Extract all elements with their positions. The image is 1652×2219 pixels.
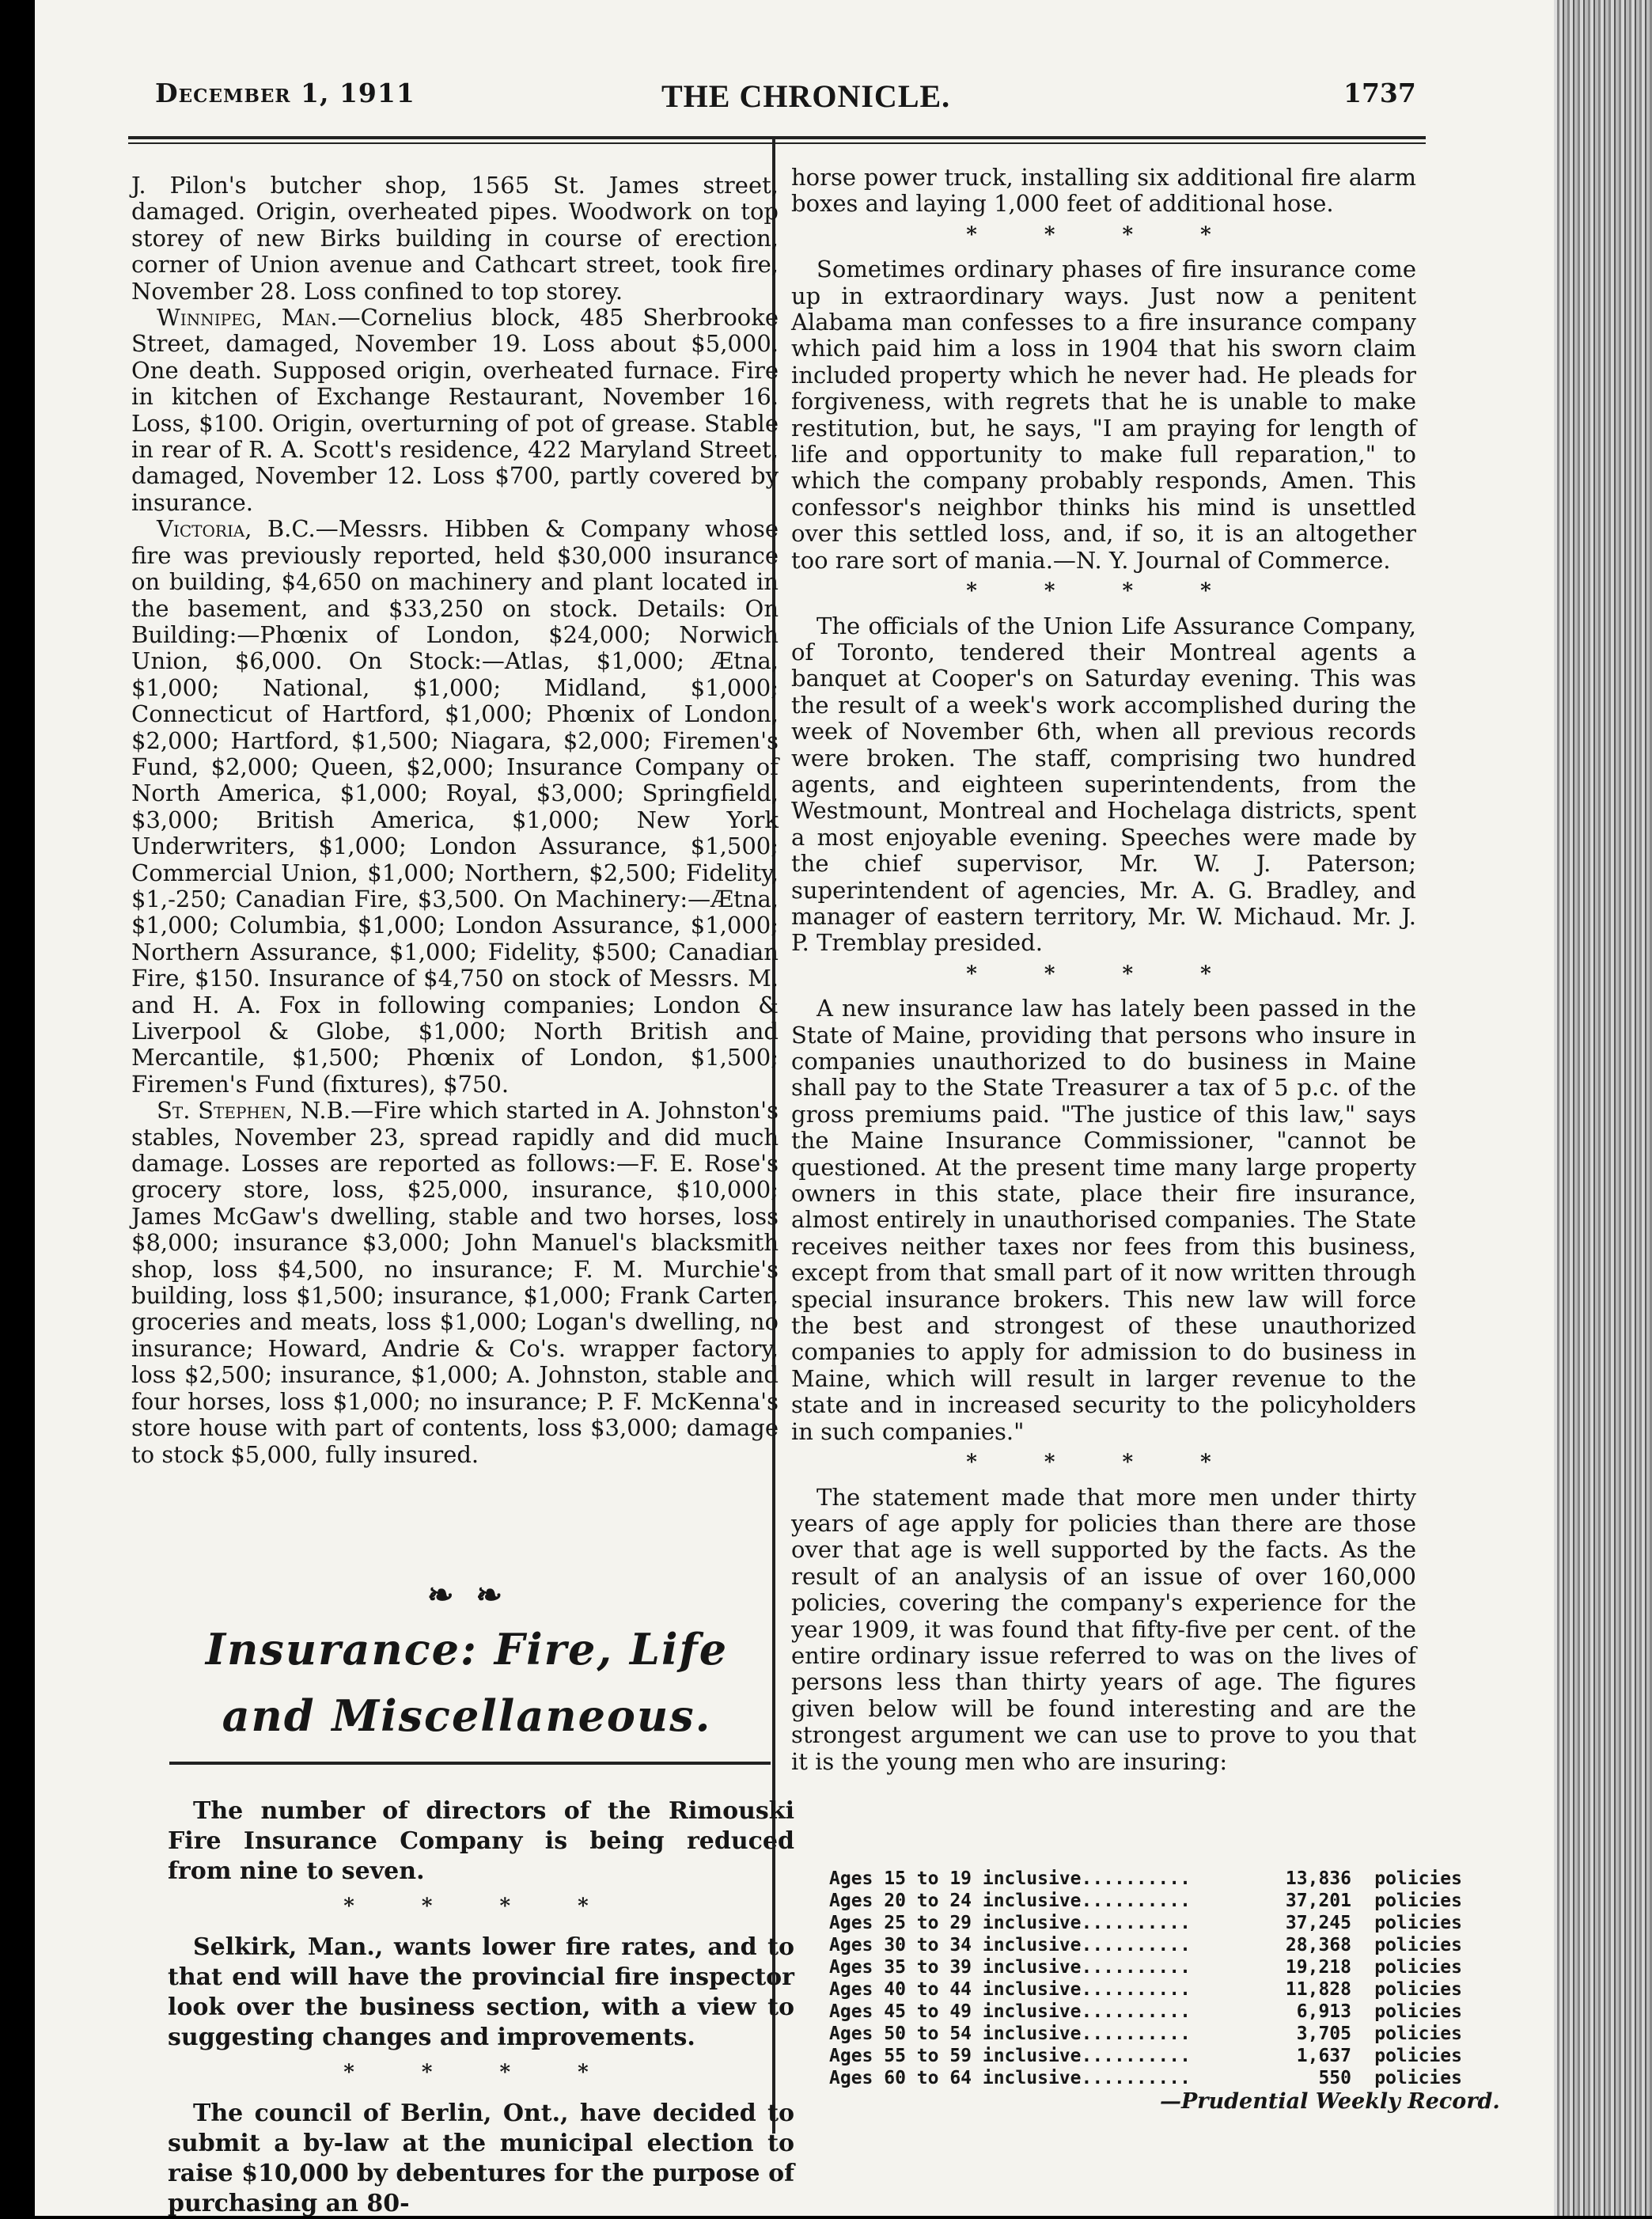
age-range: Ages 50 to 54 inclusive.......... — [829, 2024, 1191, 2044]
policy-count: 3,705 — [1296, 2024, 1351, 2044]
ornament-icon: ❧❧ — [427, 1576, 525, 1614]
paragraph: horse power truck, installing six additional fire alarm boxes and laying 1,000 feet of additional hose. — [791, 164, 1416, 218]
place-name: Victoria, B.C. — [157, 515, 316, 543]
paragraph — [131, 305, 779, 516]
age-range: Ages 20 to 24 inclusive.......... — [829, 1891, 1191, 1911]
paragraph: The number of directors of the Rimouski Fire Insurance Company is being reduced from nine to seven. — [168, 1797, 794, 1885]
policy-count: 13,836 — [1285, 1868, 1351, 1889]
policy-count: 550 — [1318, 2068, 1351, 2088]
header-date: December 1, 1911 — [155, 78, 415, 108]
policy-count: 6,913 — [1296, 2001, 1351, 2022]
policy-count: 19,218 — [1285, 1957, 1351, 1978]
age-range: Ages 30 to 34 inclusive.......... — [829, 1935, 1191, 1955]
unit: policies — [1374, 2046, 1462, 2066]
header-rule-top — [128, 136, 1426, 139]
right-column — [791, 165, 1416, 1775]
separator: * * * * — [966, 1451, 1241, 1475]
table-row — [829, 1890, 1462, 1912]
separator: * * * * — [343, 1895, 619, 1918]
paragraph: The statement made that more men under thirty years of age apply for policies than there are those over that age is well supported by the facts. As the result of an analysis of an issue of over 160,000 policies, covering the company's experience for the year 1909, it was found that fifty-five per cent. of the entire ordinary issue referred to was on the lives of persons less than thirty years of age. The figures given below will be found interesting and are the strongest argument we can use to prove to you that it is the young men who are insuring: — [791, 1483, 1416, 1775]
table-row — [829, 1978, 1462, 2001]
table-row — [829, 1912, 1462, 1934]
section-heading: Insurance: Fire, Life and Miscellaneous. — [205, 1624, 729, 1741]
unit: policies — [1374, 2024, 1462, 2044]
paragraph: J. Pilon's butcher shop, 1565 St. James street, damaged. Origin, overheated pipes. Woodwork on top storey of new Birks building in course of erection, corner of Union avenue and Cathcart street, took fire, November 28. Loss confined to top storey. — [131, 172, 779, 305]
unit: policies — [1374, 1979, 1462, 2000]
table-row — [829, 2067, 1462, 2089]
section-rule — [169, 1762, 771, 1765]
header-rule-bottom — [128, 142, 1426, 144]
policy-count: 1,637 — [1296, 2046, 1351, 2066]
separator: * * * * — [966, 222, 1241, 247]
table-row — [829, 2045, 1462, 2067]
separator: * * * * — [966, 579, 1241, 604]
age-range: Ages 40 to 44 inclusive.......... — [829, 1979, 1191, 2000]
paragraph: A new insurance law has lately been passed in the State of Maine, providing that persons who insure in companies unauthorized to do business in Maine shall pay to the State Treasurer a tax of 5 p.c. of the gross premiums paid. "The justice of this law," says the Maine Insurance Commissioner, "cannot be questioned. At the present time many large property owners in this state, place their fire insurance, almost entirely in unauthorised companies. The State receives neither taxes nor fees from this business, except from that small part of it now written through special insurance brokers. This new law will force the best and strongest of these unauthorized companies to apply for admission to do business in Maine, which will result in larger revenue to the state and in increased security to the policyholders in such companies." — [791, 995, 1416, 1445]
page-edges — [1557, 0, 1652, 2216]
paragraph: Sometimes ordinary phases of fire insurance come up in extraordinary ways. Just now a penitent Alabama man confesses to a fire insurance company which paid him a loss in 1904 that his sworn claim included property which he never had. He pleads for forgiveness, with regrets that he is unable to make restitution, but, he says, "I am praying for length of life and opportunity to make full reparation," to which the company probably responds, Amen. This confessor's neighbor thinks his mind is unsettled over this settled loss, and, if so, it is an altogether too rare sort of mania.—N. Y. Journal of Commerce. — [791, 256, 1416, 574]
age-range: Ages 45 to 49 inclusive.......... — [829, 2001, 1191, 2022]
source-credit: —Prudential Weekly Record. — [1160, 2089, 1500, 2114]
place-name: Winnipeg, Man. — [157, 304, 338, 332]
unit: policies — [1374, 1891, 1462, 1911]
policy-count: 28,368 — [1285, 1935, 1351, 1955]
paragraph — [131, 1098, 779, 1468]
table-row — [829, 1868, 1462, 1890]
age-range: Ages 15 to 19 inclusive.......... — [829, 1868, 1191, 1889]
unit: policies — [1374, 2068, 1462, 2088]
left-column-news — [131, 173, 779, 1468]
age-range: Ages 35 to 39 inclusive.......... — [829, 1957, 1191, 1978]
page-number: 1737 — [1343, 78, 1416, 108]
paragraph: Selkirk, Man., wants lower fire rates, and to that end will have the provincial fire inspector look over the business section, with a view to suggesting changes and improvements. — [168, 1933, 794, 2051]
table-row — [829, 2001, 1462, 2023]
age-range: Ages 55 to 59 inclusive.......... — [829, 2046, 1191, 2066]
unit: policies — [1374, 1957, 1462, 1978]
paragraph-text: —Cornelius block, 485 Sherbrooke Street, damaged, November 19. Loss about $5,000. One death. Supposed origin, overheated furnace. Fire in kitchen of Exchange Restaurant, November 16. Loss, $100. Origin, overturning of pot of grease. Stable in rear of R. A. Scott's residence, 422 Maryland Street, damaged, November 12. Loss $700, partly covered by insurance. — [131, 304, 779, 516]
policy-count: 11,828 — [1285, 1979, 1351, 2000]
table-row — [829, 2023, 1462, 2045]
paragraph-text: —Fire which started in A. Johnston's stables, November 23, spread rapidly and did much damage. Losses are reported as follows:—F. E. Rose's grocery store, loss, $25,000, insurance, $10,000; James McGaw's dwelling, stable and two horses, loss $8,000; insurance $3,000; John Manuel's blacksmith shop, loss $4,500, no insurance; F. M. Murchie's building, loss $1,500; insurance, $1,000; Frank Carter, groceries and meats, loss $1,000; Logan's dwelling, no insurance; Howard, Andrie & Co's. wrapper factory, loss $2,500; insurance, $1,000; A. Johnston, stable and four horses, loss $1,000; no insurance; P. F. McKenna's store house with part of contents, loss $3,000; damage to stock $5,000, fully insured. — [131, 1097, 779, 1468]
unit: policies — [1374, 2001, 1462, 2022]
left-column-brief-notes — [168, 1796, 794, 2219]
age-range: Ages 60 to 64 inclusive.......... — [829, 2068, 1191, 2088]
policy-count: 37,201 — [1285, 1891, 1351, 1911]
paragraph-text: —Messrs. Hibben & Company whose fire was previously reported, held $30,000 insurance on building, $4,650 on machinery and plant located in the basement, and $33,250 on stock. Details: On Building:—Phœnix of London, $24,000; Norwich Union, $6,000. On Stock:—Atlas, $1,000; Ætna, $1,000; National, $1,000; Midland, $1,000; Connecticut of Hartford, $1,000; Phœnix of London, $2,000; Hartford, $1,500; Niagara, $2,000; Firemen's Fund, $2,000; Queen, $2,000; Insurance Company of North America, $1,000; Royal, $3,000; Springfield, $3,000; British America, $1,000; New York Underwriters, $1,000; London Assurance, $1,500; Commercial Union, $1,000; Northern, $2,500; Fidelity, $1,-250; Canadian Fire, $3,500. On Machinery:—Ætna, $1,000; Columbia, $1,000; London Assurance, $1,000; Northern Assurance, $1,000; Fidelity, $500; Canadian Fire, $150. Insurance of $4,750 on stock of Messrs. M. and H. A. Fox in following companies; London & Liverpool & Globe, $1,000; North British and Mercantile, $1,500; Phœnix of London, $1,500; Firemen's Fund (fixtures), $750. — [131, 515, 779, 1098]
place-name: St. Stephen, N.B. — [157, 1097, 351, 1125]
table-row — [829, 1934, 1462, 1956]
paragraph: The officials of the Union Life Assurance Company, of Toronto, tendered their Montreal agents a banquet at Cooper's on Saturday evening. This was the result of a week's work accomplished during the week of November 6th, when all previous records were broken. The staff, comprising two hundred agents, and eighteen superintendents, from the Westmount, Montreal and Hochelaga districts, spent a most enjoyable evening. Speeches were made by the chief supervisor, Mr. W. J. Paterson; superintendent of agencies, Mr. A. G. Bradley, and manager of eastern territory, Mr. W. Michaud. Mr. J. P. Tremblay presided. — [791, 612, 1416, 957]
unit: policies — [1374, 1935, 1462, 1955]
policy-count: 37,245 — [1285, 1913, 1351, 1933]
header-title: THE CHRONICLE. — [661, 78, 951, 114]
separator: * * * * — [966, 962, 1241, 986]
unit: policies — [1374, 1913, 1462, 1933]
paragraph — [131, 516, 779, 1098]
paragraph: The council of Berlin, Ont., have decided to submit a by-law at the municipal election to raise $10,000 by debentures for the purpose of purchasing an 80- — [168, 2100, 794, 2217]
table-row — [829, 1956, 1462, 1978]
age-policies-table — [829, 1868, 1462, 2089]
age-range: Ages 25 to 29 inclusive.......... — [829, 1913, 1191, 1933]
unit: policies — [1374, 1868, 1462, 1889]
separator: * * * * — [343, 2061, 619, 2084]
